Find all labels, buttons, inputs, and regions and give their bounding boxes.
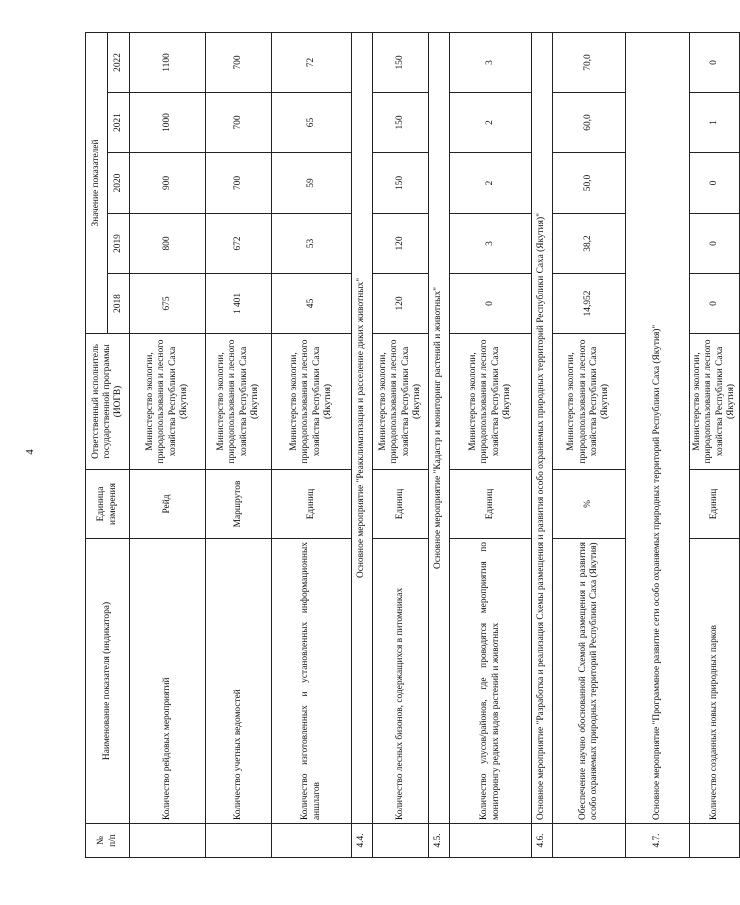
value-cell-2022: 0: [690, 32, 740, 92]
indicator-name: Количество рейдовых мероприятий: [130, 539, 206, 824]
value-cell-2018: 0: [690, 274, 740, 334]
table-row: [450, 32, 532, 857]
value-cell-2020: 700: [206, 153, 272, 214]
section-row: [352, 32, 373, 857]
unit-cell: Единиц: [690, 470, 740, 539]
header-unit: Единица измерения: [86, 470, 130, 539]
value-cell-2020: 59: [272, 153, 352, 214]
row-number: [206, 824, 272, 858]
section-number: 4.5.: [429, 824, 450, 858]
value-cell-2022: 1100: [130, 32, 206, 92]
unit-cell: %: [553, 470, 626, 539]
value-cell-2022: 72: [272, 32, 352, 92]
indicator-name: Количество учетных ведомостей: [206, 539, 272, 824]
indicator-name: Количество созданных новых природных парков: [690, 539, 740, 824]
value-cell-2018: 14,952: [553, 274, 626, 334]
table-body: [86, 32, 740, 857]
value-cell-2019: 38,2: [553, 214, 626, 274]
value-cell-2018: 45: [272, 274, 352, 334]
indicator-name: Количество лесных бизонов, содержащихся в питомниках: [373, 539, 429, 824]
table-row: [272, 32, 352, 857]
value-cell-2022: 3: [450, 32, 532, 92]
header-name: Наименование показателя (индикатора): [86, 539, 130, 824]
indicator-name: Количество изготовленных и установленных информационных аншлагов: [272, 539, 352, 824]
section-row: [532, 32, 553, 857]
value-cell-2021: 65: [272, 93, 352, 153]
executor-cell: Министерство экологии, природопользования и лесного хозяйства Республики Саха (Якутия): [690, 334, 740, 470]
section-title: Основное мероприятие "Разработка и реализация Схемы размещения и развития особо охраняемых природных территорий Республики Саха (Якутия)": [532, 32, 553, 823]
value-cell-2019: 672: [206, 214, 272, 274]
value-cell-2019: 3: [450, 214, 532, 274]
header-executor: Ответственный исполнитель государственной программы (ИОГВ): [86, 334, 130, 470]
row-number: [272, 824, 352, 858]
value-cell-2018: 1 401: [206, 274, 272, 334]
value-cell-2018: 0: [450, 274, 532, 334]
header-row-top: [86, 32, 108, 857]
value-cell-2021: 1000: [130, 93, 206, 153]
section-number: 4.7.: [626, 824, 690, 858]
value-cell-2021: 1: [690, 93, 740, 153]
rotated-table-wrapper: [85, 33, 736, 858]
value-cell-2018: 675: [130, 274, 206, 334]
value-cell-2020: 900: [130, 153, 206, 214]
executor-cell: Министерство экологии, природопользования и лесного хозяйства Республики Саха (Якутия): [272, 334, 352, 470]
executor-cell: Министерство экологии, природопользования и лесного хозяйства Республики Саха (Якутия): [553, 334, 626, 470]
table-row: [690, 32, 740, 857]
value-cell-2020: 50,0: [553, 153, 626, 214]
indicators-table: [85, 32, 740, 858]
value-cell-2020: 0: [690, 153, 740, 214]
unit-cell: Единиц: [272, 470, 352, 539]
executor-cell: Министерство экологии, природопользования и лесного хозяйства Республики Саха (Якутия): [450, 334, 532, 470]
value-cell-2022: 700: [206, 32, 272, 92]
value-cell-2022: 150: [373, 32, 429, 92]
header-year: 2021: [108, 93, 130, 153]
indicator-name: Обеспечение научно обоснованной Схемой размещения и развития особо охраняемых природных территорий Республики Саха (Якутия): [553, 539, 626, 824]
header-year: 2018: [108, 274, 130, 334]
value-cell-2020: 150: [373, 153, 429, 214]
unit-cell: Рейд: [130, 470, 206, 539]
unit-cell: Единиц: [373, 470, 429, 539]
value-cell-2021: 60,0: [553, 93, 626, 153]
value-cell-2019: 0: [690, 214, 740, 274]
page-number: 4: [24, 449, 36, 455]
section-row: [429, 32, 450, 857]
section-number: 4.6.: [532, 824, 553, 858]
table-row: [553, 32, 626, 857]
section-title: Основное мероприятие "Кадастр и мониторинг растений и животных": [429, 32, 450, 823]
value-cell-2021: 700: [206, 93, 272, 153]
unit-cell: Единиц: [450, 470, 532, 539]
indicator-name: Количество улусов/районов, где проводятся мероприятия по мониторингу редких видов растений и животных: [450, 539, 532, 824]
section-title: Основное мероприятие "Программное развитие сети особо охраняемых природных территорий Республики Саха (Якутия)": [626, 32, 690, 823]
unit-cell: Маршрутов: [206, 470, 272, 539]
executor-cell: Министерство экологии, природопользования и лесного хозяйства Республики Саха (Якутия): [373, 334, 429, 470]
value-cell-2022: 70,0: [553, 32, 626, 92]
header-year: 2020: [108, 153, 130, 214]
header-values-group: Значение показателей: [86, 32, 108, 333]
header-year: 2019: [108, 214, 130, 274]
row-number: [553, 824, 626, 858]
table-row: [373, 32, 429, 857]
value-cell-2018: 120: [373, 274, 429, 334]
value-cell-2020: 2: [450, 153, 532, 214]
table-row: [206, 32, 272, 857]
header-num: № п/п: [86, 824, 130, 858]
executor-cell: Министерство экологии, природопользования и лесного хозяйства Республики Саха (Якутия): [130, 334, 206, 470]
section-row: [626, 32, 690, 857]
value-cell-2019: 800: [130, 214, 206, 274]
value-cell-2021: 2: [450, 93, 532, 153]
executor-cell: Министерство экологии, природопользования и лесного хозяйства Республики Саха (Якутия): [206, 334, 272, 470]
row-number: [450, 824, 532, 858]
value-cell-2019: 53: [272, 214, 352, 274]
row-number: [373, 824, 429, 858]
table-row: [130, 32, 206, 857]
value-cell-2019: 120: [373, 214, 429, 274]
section-title: Основное мероприятие "Реакклиматизация и расселение диких животных": [352, 32, 373, 823]
row-number: [690, 824, 740, 858]
section-number: 4.4.: [352, 824, 373, 858]
row-number: [130, 824, 206, 858]
header-year: 2022: [108, 32, 130, 92]
value-cell-2021: 150: [373, 93, 429, 153]
